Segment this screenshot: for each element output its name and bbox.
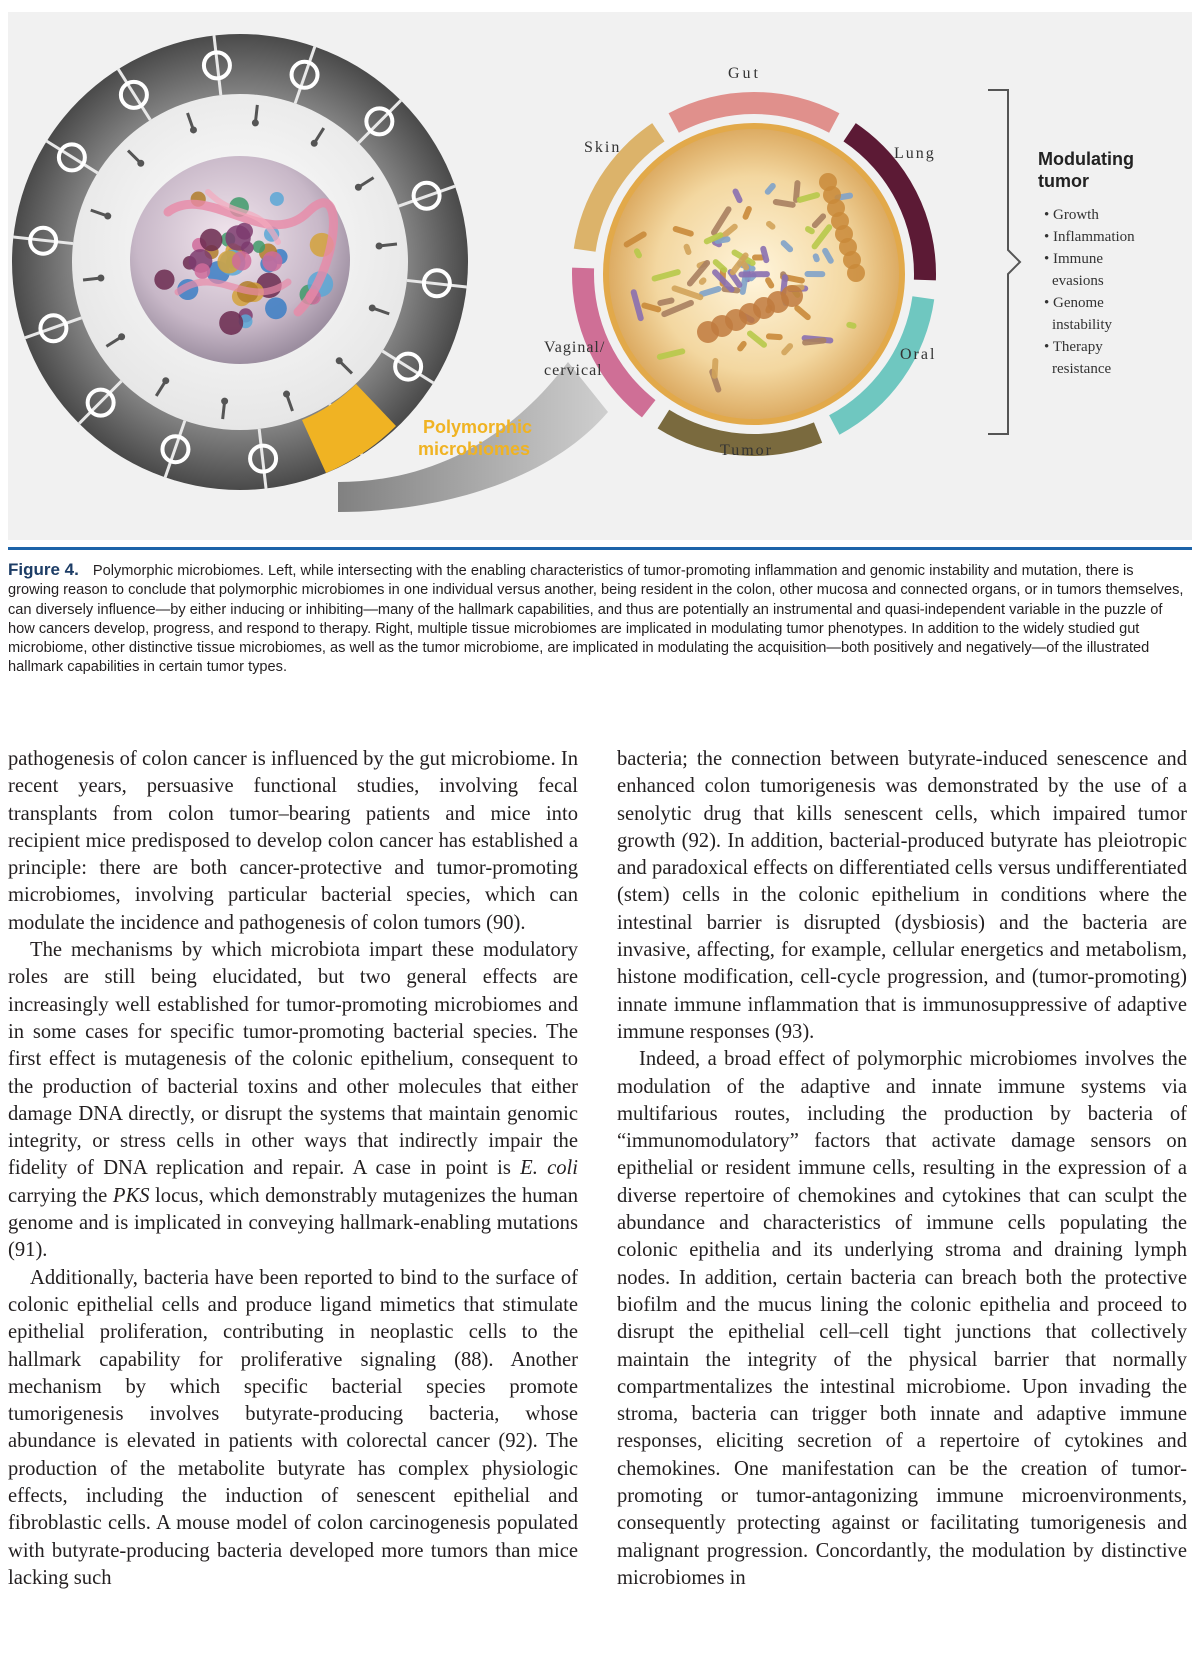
- modulating-item-immune-2: evasions: [1052, 273, 1104, 289]
- tumor-cluster: [130, 156, 350, 364]
- figure-label: Figure 4.: [8, 560, 79, 579]
- modulating-title-1: Modulating: [1038, 149, 1134, 169]
- modulating-title-2: tumor: [1038, 171, 1089, 191]
- figure-illustration: [8, 12, 1192, 540]
- figure-panel: [8, 12, 1192, 540]
- modulating-item-therapy: • Therapy: [1044, 339, 1103, 355]
- body-column-left: [8, 746, 578, 1592]
- modulating-item-growth: • Growth: [1044, 207, 1099, 223]
- modulating-list: [1044, 207, 1135, 377]
- polymorphic-label-line2: microbiomes: [418, 439, 531, 459]
- bracket: [988, 90, 1020, 434]
- ring-label-vaginal-2: cervical: [544, 362, 603, 379]
- caption-rule: [8, 547, 1192, 550]
- figure-caption: [8, 560, 1184, 678]
- ring-label-tumor: Tumor: [720, 442, 773, 459]
- polymorphic-label-line1: Polymorphic: [423, 417, 533, 437]
- modulating-item-immune: • Immune: [1044, 251, 1104, 267]
- paragraph: bacteria; the connection between butyrate-induced senescence and enhanced colon tumorigenesis was demonstrated by the use of a senolytic drug that kills senescent cells, which impaired tumor growth (92). In addition, bacterial-produced butyrate has pleiotropic and paradoxical effects on differentiated cells versus undifferentiated (stem) cells in the colonic epithelium in conditions where the intestinal barrier is disrupted (dysbiosis) and the bacteria are invasive, affecting, for example, cellular energetics and metabolism, histone modification, cell-cycle progression, and (tumor-promoting) innate immune inflammation that is immunosuppressive of adaptive immune responses (93).: [617, 748, 1187, 1043]
- paragraph: Additionally, bacteria have been reported to bind to the surface of colonic epithelial cells and produce ligand mimetics that stimulate epithelial proliferation, contributing in neoplastic cells to the hallmark capability for proliferative signaling (88). Another mechanism by which specific bacterial species promote tumorigenesis involves butyrate-producing bacteria, whose abundance is elevated in patients with colorectal cancer (92). The production of the metabolite butyrate has complex physiologic effects, including the induction of senescent epithelial and fibroblastic cells. A mouse model of colon carcinogenesis populated with butyrate-producing bacteria developed more tumors than mice lacking such: [8, 1266, 578, 1589]
- paragraph: pathogenesis of colon cancer is influenced by the gut microbiome. In recent years, persuasive functional studies, involving fecal transplants from colon tumor–bearing patients and mice into recipient mice predisposed to develop colon cancer has established a principle: there are both cancer-protective and tumor-promoting microbiomes, involving particular bacterial species, which can modulate the incidence and pathogenesis of colon tumors (90).: [8, 748, 578, 934]
- paragraph: The mechanisms by which microbiota impart these modulatory roles are still being elucidated, but two general effects are increasingly well established for tumor-promoting microbiomes and in some cases for specific tumor-promoting bacterial species. The first effect is mutagenesis of the colonic epithelium, consequent to the production of bacterial toxins and other molecules that either damage DNA directly, or disrupt the systems that maintain genomic integrity, or stress cells in other ways that indirectly impair the fidelity of DNA replication and repair. A case in point is E. coli carrying the PKS locus, which demonstrably mutagenizes the human genome and is implicated in conveying hallmark-enabling mutations (91).: [8, 939, 578, 1262]
- caption-text: Polymorphic microbiomes. Left, while intersecting with the enabling characteristics of tumor-promoting inflammation and genomic instability and mutation, there is growing reason to conclude that polymorphic microbiomes in one individual versus another, being resident in the colon, other mucosa and connected organs, or in tumors themselves, can diversely influence—by either inducing or inhibiting—many of the hallmark capabilities, and thus are potentially an instrumental and quasi-independent variable in the puzzle of how cancers develop, progress, and respond to therapy. Right, multiple tissue microbiomes are implicated in modulating tumor phenotypes. In addition to the widely studied gut microbiome, other distinctive tissue microbiomes, as well as the tumor microbiome, are implicated in modulating the acquisition—both positively and negatively—of the illustrated hallmark capabilities in certain tumor types.: [8, 563, 1184, 676]
- modulating-item-genome-2: instability: [1052, 317, 1112, 333]
- hallmark-wheel: [12, 34, 468, 490]
- ring-label-vaginal-1: Vaginal/: [544, 339, 606, 356]
- paragraph: Indeed, a broad effect of polymorphic microbiomes involves the modulation of the adaptive and innate immune systems via multifarious routes, including the production by bacteria of “immunomodulatory” factors that activate damage sensors on epithelial or resident immune cells, resulting in the expression of a diverse repertoire of chemokines and cytokines that can sculpt the abundance and characteristics of immune cells populating the colonic epithelia and its underlying stroma and draining lymph nodes. In addition, certain bacteria can breach both the protective biofilm and the mucus lining the colonic epithelia and proceed to disrupt the epithelial cell–cell tight junctions that collectively maintain the integrity of the physical barrier that normally compartmentalizes the intestinal microbiome. Upon invading the stroma, bacteria can trigger both innate and adaptive immune responses, eliciting secretion of a repertoire of cytokines and chemokines. One manifestation can be the creation of tumor-promoting or tumor-antagonizing immune microenvironments, consequently protecting against or facilitating tumorigenesis and malignant progression. Concordantly, the modulation by distinctive microbiomes in: [617, 1048, 1187, 1589]
- ring-label-skin: Skin: [584, 139, 622, 156]
- ring-label-lung: Lung: [894, 145, 936, 162]
- body-column-right: [617, 746, 1187, 1592]
- modulating-item-therapy-2: resistance: [1052, 361, 1112, 377]
- ring-label-gut: Gut: [728, 65, 761, 82]
- modulating-item-inflammation: • Inflammation: [1044, 229, 1135, 245]
- ring-label-oral: Oral: [900, 346, 937, 363]
- modulating-item-genome: • Genome: [1044, 295, 1104, 311]
